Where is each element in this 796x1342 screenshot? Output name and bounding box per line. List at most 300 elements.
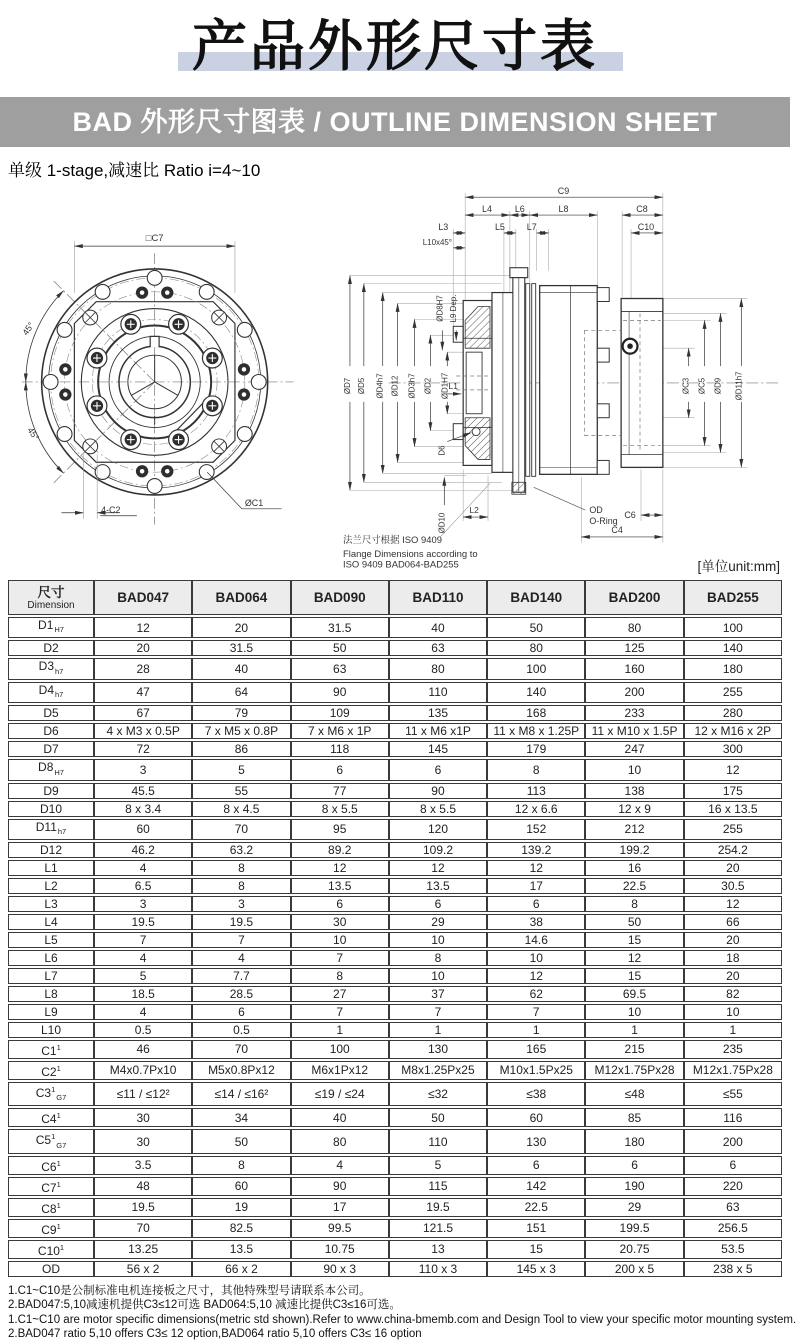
section-gearbox-body [453, 268, 663, 494]
dim-label-l9: L9 Dep. [449, 294, 459, 323]
dimension-value-cell: 118 [291, 741, 389, 757]
dim-label-oring: O-Ring [589, 516, 618, 527]
dimension-value-cell: M12x1.75Px28 [684, 1061, 782, 1080]
dimension-value-cell: ≤48 [585, 1082, 683, 1106]
row-header: $C3^1_{G7}$ [8, 1082, 94, 1106]
dimension-value-cell: 8 x 3.4 [94, 801, 192, 817]
table-row [8, 1177, 782, 1196]
dimension-value-cell: 50 [291, 640, 389, 656]
dimension-value-cell: 66 x 2 [192, 1261, 290, 1277]
column-header-model: BAD090 [291, 580, 389, 615]
dimension-value-cell: 6 [192, 1004, 290, 1020]
dimension-value-cell: 15 [487, 1240, 585, 1259]
dimension-value-cell: M12x1.75Px28 [585, 1061, 683, 1080]
row-header: L10 [8, 1022, 94, 1038]
dimension-value-cell: 135 [389, 705, 487, 721]
dimension-value-cell: 46.2 [94, 842, 192, 858]
dimension-value-cell: 6 [585, 1156, 683, 1175]
table-row [8, 986, 782, 1002]
dimension-value-cell: 62 [487, 986, 585, 1002]
dim-label-c9: C9 [557, 186, 570, 197]
dimension-value-cell: 8 x 5.5 [389, 801, 487, 817]
dimension-value-cell: 31.5 [291, 617, 389, 638]
table-row [8, 1129, 782, 1153]
dimension-value-cell: 28 [94, 658, 192, 679]
dimension-value-cell: 12 [389, 860, 487, 876]
section-oring-callout [534, 487, 618, 526]
dimension-value-cell: 12 [684, 759, 782, 780]
dimension-value-cell: 7 [291, 950, 389, 966]
dimension-value-cell: 3 [94, 896, 192, 912]
dimension-value-cell: 200 x 5 [585, 1261, 683, 1277]
dimension-value-cell: 4 [94, 950, 192, 966]
dimension-value-cell: M6x1Px12 [291, 1061, 389, 1080]
dimension-value-cell: 8 x 5.5 [291, 801, 389, 817]
footnote-line: 1.C1~C10是公制标准电机连接板之尺寸，其他特殊型号请联系本公司。 [8, 1284, 371, 1297]
dimension-value-cell: 40 [291, 1108, 389, 1127]
dim-label-l5: L5 [494, 221, 505, 232]
dimension-value-cell: 90 [291, 1177, 389, 1196]
row-header: $D8_{H7}$ [8, 759, 94, 780]
dimension-value-cell: 28.5 [192, 986, 290, 1002]
column-header-model: BAD140 [487, 580, 585, 615]
dimension-value-cell: 19.5 [192, 914, 290, 930]
dimension-value-cell: 13.5 [389, 878, 487, 894]
dimension-value-cell: 5 [389, 1156, 487, 1175]
dimension-value-cell: 20 [684, 932, 782, 948]
dim-label-d9: ØD9 [713, 377, 723, 395]
column-header-model: BAD200 [585, 580, 683, 615]
dimension-value-cell: 0.5 [94, 1022, 192, 1038]
dim-label-c3: ØC3 [681, 377, 691, 395]
row-header: L9 [8, 1004, 94, 1020]
row-header: OD [8, 1261, 94, 1277]
row-header: L1 [8, 860, 94, 876]
dimension-value-cell: 17 [487, 878, 585, 894]
row-header: $D4_{h7}$ [8, 682, 94, 703]
dimension-value-cell: 6 [389, 759, 487, 780]
dimension-value-cell: 79 [192, 705, 290, 721]
row-header: D5 [8, 705, 94, 721]
row-header: $C6^1$ [8, 1156, 94, 1175]
dimension-value-cell: 151 [487, 1219, 585, 1238]
table-row [8, 1108, 782, 1127]
table-row [8, 896, 782, 912]
section-banner: BAD 外形尺寸图表 / OUTLINE DIMENSION SHEET [0, 97, 790, 147]
dimension-value-cell: 30 [94, 1108, 192, 1127]
dimension-value-cell: 11 x M10 x 1.5P [585, 723, 683, 739]
dimension-value-cell: 70 [192, 1040, 290, 1059]
dimension-value-cell: M8x1.25Px25 [389, 1061, 487, 1080]
dimension-value-cell: 160 [585, 658, 683, 679]
dimension-value-cell: 1 [291, 1022, 389, 1038]
dimension-value-cell: 46 [94, 1040, 192, 1059]
dimension-value-cell: 31.5 [192, 640, 290, 656]
dimension-value-cell: 10 [585, 759, 683, 780]
dimension-value-cell: 116 [684, 1108, 782, 1127]
dimension-value-cell: 1 [487, 1022, 585, 1038]
dim-label-l6: L6 [514, 204, 525, 215]
dimension-value-cell: 20.75 [585, 1240, 683, 1259]
dimension-value-cell: 8 [291, 968, 389, 984]
dimension-value-cell: 6 [487, 1156, 585, 1175]
dimension-value-cell: 10 [389, 968, 487, 984]
dimension-value-cell: 85 [585, 1108, 683, 1127]
dimension-value-cell: 30 [291, 914, 389, 930]
table-row [8, 819, 782, 840]
table-row [8, 682, 782, 703]
table-row [8, 759, 782, 780]
dimension-value-cell: 145 x 3 [487, 1261, 585, 1277]
flange-note-cn: 法兰尺寸根据 ISO 9409 [342, 533, 442, 545]
table-row [8, 705, 782, 721]
dimension-value-cell: 190 [585, 1177, 683, 1196]
table-row [8, 1219, 782, 1238]
dimension-value-cell: M4x0.7Px10 [94, 1061, 192, 1080]
dimension-value-cell: 238 x 5 [684, 1261, 782, 1277]
dimension-value-cell: 7 [94, 932, 192, 948]
table-row [8, 801, 782, 817]
dimension-value-cell: 47 [94, 682, 192, 703]
dimension-value-cell: 20 [684, 968, 782, 984]
table-row [8, 1061, 782, 1080]
dimension-value-cell: 4 [94, 1004, 192, 1020]
row-header: L8 [8, 986, 94, 1002]
dimension-value-cell: 12 [487, 968, 585, 984]
dimension-value-cell: 10 [291, 932, 389, 948]
section-block-screw [623, 339, 638, 354]
row-header: $D11_{h7}$ [8, 819, 94, 840]
flange-note-en-1: Flange Dimensions according to [342, 547, 478, 559]
dim-label-c1: ØC1 [244, 497, 264, 508]
dimension-value-cell: 80 [487, 640, 585, 656]
dimension-value-cell: 70 [192, 819, 290, 840]
dim-label-4c2: 4-C2 [101, 504, 121, 515]
dimension-value-cell: 256.5 [684, 1219, 782, 1238]
table-row [8, 1040, 782, 1059]
dimension-value-cell: 20 [192, 617, 290, 638]
dimension-value-cell: 140 [487, 682, 585, 703]
dimension-value-cell: 152 [487, 819, 585, 840]
dimension-value-cell: 10 [585, 1004, 683, 1020]
dimension-value-cell: 37 [389, 986, 487, 1002]
column-header-model: BAD064 [192, 580, 290, 615]
dimension-value-cell: 180 [585, 1129, 683, 1153]
dimension-value-cell: 100 [291, 1040, 389, 1059]
dimension-value-cell: 109.2 [389, 842, 487, 858]
dimension-value-cell: 13.5 [192, 1240, 290, 1259]
dimension-value-cell: 99.5 [291, 1219, 389, 1238]
table-row [8, 842, 782, 858]
table-row [8, 1156, 782, 1175]
table-row [8, 783, 782, 799]
dimension-value-cell: 142 [487, 1177, 585, 1196]
footnote-line: 2.BAD047 ratio 5,10 offers C3≤ 12 option,BAD064 ratio 5,10 offers C3≤ 16 option [8, 1328, 422, 1341]
dimension-value-cell: 66 [684, 914, 782, 930]
dimension-value-cell: 215 [585, 1040, 683, 1059]
dimension-value-cell: 200 [684, 1129, 782, 1153]
dimension-value-cell: 110 [389, 1129, 487, 1153]
dimension-value-cell: 255 [684, 682, 782, 703]
dim-label-d2: ØD2 [423, 377, 433, 395]
dimension-value-cell: 1 [684, 1022, 782, 1038]
dimension-value-cell: 90 x 3 [291, 1261, 389, 1277]
dimension-value-cell: 12 x M16 x 2P [684, 723, 782, 739]
table-row [8, 860, 782, 876]
dimension-value-cell: 80 [585, 617, 683, 638]
dimension-value-cell: 12 [487, 860, 585, 876]
footnote-line: 2.BAD047:5,10减速机提供C3≤12可选 BAD064:5,10 减速比提供C3≤16可选。 [8, 1299, 401, 1312]
dim-label-angle-bottom: 45° [25, 425, 42, 443]
row-header: $C4^1$ [8, 1108, 94, 1127]
dimension-value-cell: 18.5 [94, 986, 192, 1002]
front-dim-c1 [207, 472, 281, 509]
dim-label-l10: L10x45° [422, 237, 452, 247]
table-row [8, 878, 782, 894]
dimension-value-cell: 77 [291, 783, 389, 799]
column-header-model: BAD047 [94, 580, 192, 615]
flange-note-en-2: ISO 9409 BAD064-BAD255 [342, 558, 459, 570]
dim-label-c4: C4 [611, 524, 623, 535]
dimension-value-cell: 27 [291, 986, 389, 1002]
dim-label-d3: ØD3h7 [407, 373, 417, 399]
dimension-value-cell: 110 [389, 682, 487, 703]
dimension-value-cell: 67 [94, 705, 192, 721]
dim-label-l7: L7 [526, 221, 537, 232]
dimension-value-cell: 80 [291, 1129, 389, 1153]
dimension-value-cell: 50 [585, 914, 683, 930]
dimension-value-cell: 145 [389, 741, 487, 757]
dimension-value-cell: 30 [94, 1129, 192, 1153]
dimension-value-cell: 12 [291, 860, 389, 876]
dimension-value-cell: 7 [192, 932, 290, 948]
dimension-value-cell: 6.5 [94, 878, 192, 894]
dimension-value-cell: 8 [192, 878, 290, 894]
dimension-value-cell: 8 [585, 896, 683, 912]
dimension-value-cell: 139.2 [487, 842, 585, 858]
row-header: $C7^1$ [8, 1177, 94, 1196]
dimension-value-cell: M5x0.8Px12 [192, 1061, 290, 1080]
dimension-value-cell: 30.5 [684, 878, 782, 894]
row-header: D6 [8, 723, 94, 739]
section-left-dim-labels [343, 372, 449, 399]
page-title: 产品外形尺寸表 [191, 15, 598, 77]
dimension-value-cell: 29 [389, 914, 487, 930]
dimension-value-cell: 16 [585, 860, 683, 876]
row-header: L2 [8, 878, 94, 894]
dim-label-d1: ØD1H7 [440, 372, 450, 400]
dimension-value-cell: 15 [585, 932, 683, 948]
dimension-value-cell: 1 [585, 1022, 683, 1038]
column-header-dimension: 尺寸 Dimension [8, 580, 94, 615]
dimension-value-cell: 7 x M5 x 0.8P [192, 723, 290, 739]
dimension-value-cell: 199.5 [585, 1219, 683, 1238]
table-row [8, 950, 782, 966]
row-header: D9 [8, 783, 94, 799]
dim-label-c5: ØC5 [697, 377, 707, 395]
section-flange-note [343, 483, 490, 569]
footnote-line: 1.C1~C10 are motor specific dimensions(metric std shown).Refer to www.china-bmemb.com and Design Tool to view your specific motor mounting system. [8, 1313, 796, 1326]
dimension-value-cell: 80 [389, 658, 487, 679]
dimension-value-cell: 15 [585, 968, 683, 984]
row-header: $C10^1$ [8, 1240, 94, 1259]
dim-label-od: OD [589, 505, 603, 516]
row-header: L5 [8, 932, 94, 948]
dim-label-d5: ØD5 [356, 377, 366, 395]
dimension-value-cell: 38 [487, 914, 585, 930]
row-header: $D3_{h7}$ [8, 658, 94, 679]
dimension-value-cell: 12 [684, 896, 782, 912]
dimension-value-cell: 19 [192, 1198, 290, 1217]
dim-label-c6: C6 [624, 510, 636, 521]
dimension-value-cell: 7 x M6 x 1P [291, 723, 389, 739]
row-header: L7 [8, 968, 94, 984]
dimension-value-cell: M10x1.5Px25 [487, 1061, 585, 1080]
dimension-value-cell: 4 [192, 950, 290, 966]
dimension-value-cell: 7 [291, 1004, 389, 1020]
dimension-value-cell: 50 [389, 1108, 487, 1127]
dim-label-d11: ØD11h7 [734, 371, 744, 401]
row-header: $C2^1$ [8, 1061, 94, 1080]
dim-label-l8: L8 [558, 204, 569, 215]
dimension-value-cell: 13 [389, 1240, 487, 1259]
dimension-value-cell: 82.5 [192, 1219, 290, 1238]
dimension-value-cell: 175 [684, 783, 782, 799]
dimension-value-cell: 6 [389, 896, 487, 912]
technical-drawings [0, 181, 790, 571]
title-section [0, 0, 790, 97]
dimension-value-cell: 247 [585, 741, 683, 757]
dimension-value-cell: 90 [291, 682, 389, 703]
dimension-value-cell: 19.5 [389, 1198, 487, 1217]
dimension-value-cell: ≤55 [684, 1082, 782, 1106]
dimension-value-cell: 60 [487, 1108, 585, 1127]
dimension-value-cell: ≤38 [487, 1082, 585, 1106]
dimension-value-cell: 5 [192, 759, 290, 780]
row-header: L3 [8, 896, 94, 912]
row-header: D12 [8, 842, 94, 858]
dimension-value-cell: 115 [389, 1177, 487, 1196]
dimension-value-cell: ≤19 / ≤24 [291, 1082, 389, 1106]
dimension-value-cell: 121.5 [389, 1219, 487, 1238]
ratio-subtitle: 单级 1-stage,减速比 Ratio i=4~10 [8, 161, 261, 180]
dimension-value-cell: 10 [389, 932, 487, 948]
dimension-value-cell: 130 [487, 1129, 585, 1153]
dimension-value-cell: 180 [684, 658, 782, 679]
dimension-value-cell: 12 [94, 617, 192, 638]
dimension-value-cell: 280 [684, 705, 782, 721]
dim-label-d7: ØD7 [342, 377, 352, 395]
dimension-value-cell: 40 [192, 658, 290, 679]
table-row [8, 741, 782, 757]
dimension-value-cell: 34 [192, 1108, 290, 1127]
dimension-value-cell: 95 [291, 819, 389, 840]
dim-label-c10: C10 [637, 221, 655, 232]
dimension-value-cell: 11 x M6 x1P [389, 723, 487, 739]
table-row [8, 1198, 782, 1217]
dimension-value-cell: 14.6 [487, 932, 585, 948]
dimension-value-cell: 7 [389, 1004, 487, 1020]
table-row [8, 617, 782, 638]
footnotes [8, 1284, 796, 1342]
dim-label-l2: L2 [469, 505, 479, 516]
dimension-value-cell: 3 [94, 759, 192, 780]
dimension-value-cell: 140 [684, 640, 782, 656]
dimension-value-cell: 12 [585, 950, 683, 966]
dimension-table [8, 578, 782, 1279]
dim-label-d12: ØD12 [390, 375, 400, 397]
dimension-value-cell: 6 [684, 1156, 782, 1175]
dimension-value-cell: 4 [291, 1156, 389, 1175]
dimension-value-cell: ≤32 [389, 1082, 487, 1106]
dimension-value-cell: 50 [192, 1129, 290, 1153]
dimension-value-cell: 29 [585, 1198, 683, 1217]
dimension-value-cell: 63 [291, 658, 389, 679]
dimension-value-cell: 60 [94, 819, 192, 840]
dim-label-d10: ØD10 [437, 512, 447, 534]
dimension-value-cell: 100 [684, 617, 782, 638]
dimension-value-cell: 130 [389, 1040, 487, 1059]
dimension-value-cell: 233 [585, 705, 683, 721]
dimension-value-cell: 165 [487, 1040, 585, 1059]
dimension-value-cell: 5 [94, 968, 192, 984]
dimension-value-cell: 113 [487, 783, 585, 799]
dimension-value-cell: 3.5 [94, 1156, 192, 1175]
dimension-value-cell: 200 [585, 682, 683, 703]
dimension-value-cell: 16 x 13.5 [684, 801, 782, 817]
dimension-value-cell: 86 [192, 741, 290, 757]
dimension-value-cell: 69.5 [585, 986, 683, 1002]
dimension-value-cell: 70 [94, 1219, 192, 1238]
dimension-value-cell: 6 [487, 896, 585, 912]
table-row [8, 640, 782, 656]
dimension-value-cell: 4 [94, 860, 192, 876]
dimension-value-cell: 10 [487, 950, 585, 966]
front-view-drawing [4, 181, 341, 571]
dimension-value-cell: 20 [94, 640, 192, 656]
column-header-model: BAD255 [684, 580, 782, 615]
section-top-dim-labels [423, 186, 654, 247]
dimension-value-cell: 56 x 2 [94, 1261, 192, 1277]
dimension-value-cell: 12 x 9 [585, 801, 683, 817]
table-row [8, 914, 782, 930]
table-row [8, 723, 782, 739]
dimension-value-cell: 82 [684, 986, 782, 1002]
dimension-value-cell: 6 [291, 896, 389, 912]
section-view-drawing [341, 181, 790, 571]
dimension-value-cell: 11 x M8 x 1.25P [487, 723, 585, 739]
dimension-value-cell: 110 x 3 [389, 1261, 487, 1277]
dimension-value-cell: 179 [487, 741, 585, 757]
dimension-value-cell: 63 [684, 1198, 782, 1217]
dim-label-d8: ØD8H7 [435, 295, 445, 322]
dim-label-c8: C8 [636, 204, 648, 215]
dimension-value-cell: 40 [389, 617, 487, 638]
dimension-value-cell: 19.5 [94, 914, 192, 930]
dimension-value-cell: 63 [389, 640, 487, 656]
column-header-model: BAD110 [389, 580, 487, 615]
row-header: $D1_{H7}$ [8, 617, 94, 638]
dimension-value-cell: 254.2 [684, 842, 782, 858]
dimension-value-cell: 53.5 [684, 1240, 782, 1259]
table-row [8, 1022, 782, 1038]
dimension-value-cell: 22.5 [487, 1198, 585, 1217]
dimension-value-cell: 4 x M3 x 0.5P [94, 723, 192, 739]
table-row [8, 1240, 782, 1259]
dim-label-l3: L3 [438, 221, 449, 232]
dimension-value-cell: 8 x 4.5 [192, 801, 290, 817]
table-row [8, 1082, 782, 1106]
